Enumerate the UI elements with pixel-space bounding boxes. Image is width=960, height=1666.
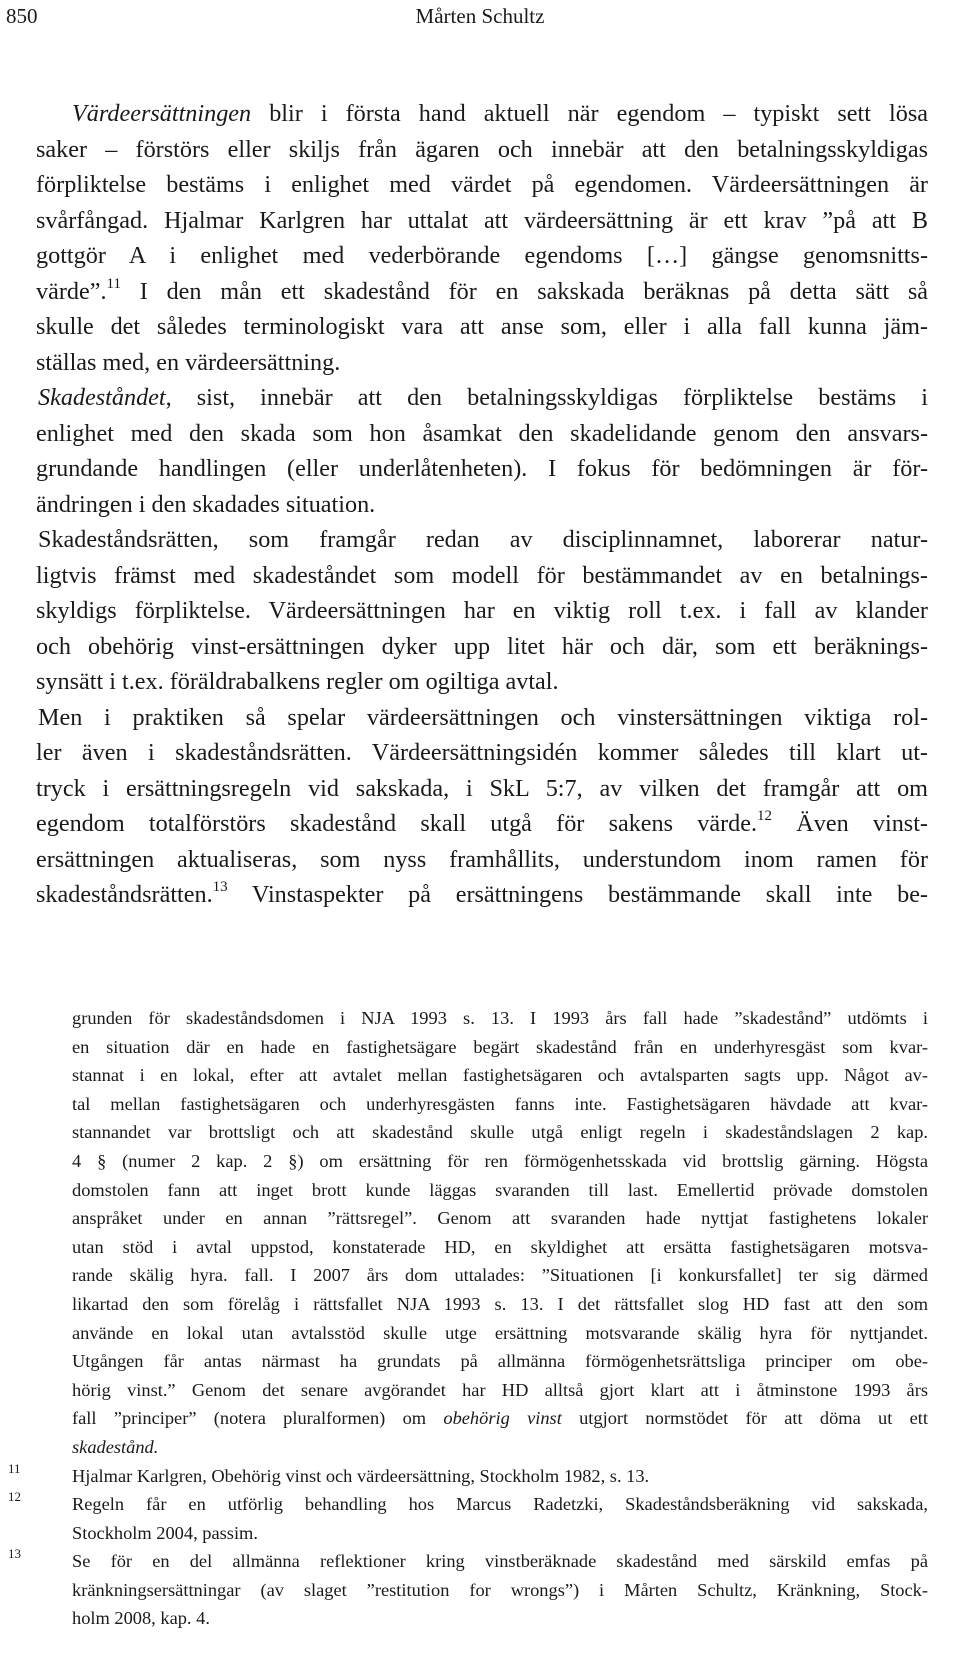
footnote-ref-13[interactable]: 13: [212, 879, 228, 895]
footnote-line: Stockholm 2004, passim.: [72, 1522, 258, 1543]
footnote-line: Se för en del allmänna reflektioner kring vinstberäknade skadestånd med särskild emfas på: [72, 1551, 928, 1572]
running-head: Mårten Schultz: [415, 4, 545, 28]
body-line: ersättningen aktualiseras, som nyss framhållits, understundom inom ramen för: [36, 845, 928, 873]
footnote-12: [8, 1489, 928, 1547]
body-line: värde”.$^{11}$ I den mån ett skadestånd för en sakskada beräknas på detta sätt så: [36, 275, 928, 305]
footnote-line: Hjalmar Karlgren, Obehörig vinst och värdeersättning, Stockholm 1982, s. 13.: [72, 1465, 650, 1486]
footnote-line: tal mellan fastighetsägaren och underhyresgästen fanns inte. Fastighetsägaren hävdade att kvar-: [72, 1093, 928, 1114]
footnote-line: holm 2008, kap. 4.: [72, 1608, 210, 1629]
body-line: Men i praktiken så spelar värdeersättningen och vinstersättningen viktiga rol-: [38, 703, 928, 731]
footnote-line: fall ”principer” (notera pluralformen) om obehörig vinst utgjort normstödet för att döma ut ett: [72, 1408, 928, 1429]
footnote-line: stannat i en lokal, efter att avtalet mellan fastighetsägaren och avtalsparten sagts upp. Något av-: [72, 1065, 928, 1086]
body-line: tryck i ersättningsregeln vid sakskada, i SkL 5:7, av vilken det framgår att om: [36, 774, 928, 802]
footnote-line: grunden för skadeståndsdomen i NJA 1993 s. 13. I 1993 års fall hade ”skadestånd” utdömts i: [72, 1008, 928, 1028]
footnote-13: [8, 1546, 928, 1633]
footnote-ref-11[interactable]: 11: [106, 275, 121, 292]
body-line: ligtvis främst med skadeståndet som modell för bestämmandet av en betalnings-: [36, 561, 928, 589]
footnote-line: kränkningsersättningar (av slaget ”restitution for wrongs”) i Mårten Schultz, Kränkning, Stock-: [72, 1579, 928, 1600]
body-line: och obehörig vinst-ersättningen dyker upp litet här och där, som ett beräknings-: [36, 632, 928, 660]
footnote-number: 11: [8, 1460, 21, 1476]
footnote-number: 12: [8, 1489, 21, 1505]
footnote-line: hörig vinst.” Genom det senare avgörandet har HD alltså gjort klart att i åtminstone 1993 års: [72, 1379, 928, 1400]
footnote-line: rande skälig hyra. fall. I 2007 års dom uttalades: ”Situationen [i konkursfallet] ter sig därmed: [72, 1265, 928, 1286]
body-line: svårfångad. Hjalmar Karlgren har uttalat att värdeersättning är ett krav ”på att B: [36, 206, 928, 234]
footnote-line: 4 § (numer 2 kap. 2 §) om ersättning för ren förmögenhetsskada vid brottslig gärning. Högsta: [72, 1150, 928, 1171]
body-line: ler även i skadeståndsrätten. Värdeersättningsidén kommer således till klart ut-: [36, 739, 928, 766]
footnote-line: skadestånd.: [72, 1436, 159, 1457]
body-line: grundande handlingen (eller underlåtenheten). I fokus för bedömningen är för-: [36, 455, 928, 482]
body-line: Skadeståndsrätten, som framgår redan av disciplinnamnet, laborerar natur-: [38, 526, 928, 553]
body-line: ändringen i den skadades situation.: [36, 490, 376, 518]
footnote-11: [8, 1460, 928, 1491]
footnotes: [8, 1004, 928, 1633]
footnote-ref-12[interactable]: 12: [757, 808, 773, 824]
page-number: 850: [6, 4, 38, 28]
body-line: förpliktelse bestäms i enlighet med värdet på egendomen. Värdeersättningen är: [36, 171, 928, 198]
footnote-line: utan stöd i avtal uppstod, konstaterade HD, en skyldighet att ersätta fastighetsägaren motsva-: [72, 1236, 928, 1257]
body-line: Värdeersättningen blir i första hand aktuell när egendom – typiskt sett lösa: [72, 100, 928, 127]
footnote-line: domstolen fann att inget brott kunde läggas svaranden till last. Emellertid prövade domstolen: [72, 1179, 928, 1200]
body-line: Skadeståndet, sist, innebär att den betalningsskyldigas förpliktelse bestäms i: [38, 384, 928, 411]
footnote-line: stannandet var brottsligt och att skadestånd skulle utgå enligt regeln i skadeståndslagen 2 kap.: [72, 1122, 928, 1143]
footnote-line: använde en lokal utan avtalsstöd skulle utge ersättning motsvarande skälig hyra för nyttjandet.: [72, 1322, 928, 1343]
footnote-number: 13: [8, 1546, 21, 1562]
page-header: [0, 2, 960, 30]
body-line: gottgör A i enlighet med vederbörande egendoms […] gängse genomsnitts-: [36, 242, 928, 269]
footnote-line: anspråket under en annan ”rättsregel”. Genom att svaranden hade nyttjat fastighetens lokaler: [72, 1208, 928, 1229]
footnote-line: en situation där en hade en fastighetsägare begärt skadestånd från en underhyresgäst som kvar-: [72, 1036, 928, 1057]
footnote-line: Regeln får en utförlig behandling hos Marcus Radetzki, Skadeståndsberäkning vid sakskada,: [72, 1494, 928, 1515]
footnote-line: likartad den som förelåg i rättsfallet NJA 1993 s. 13. I det rättsfallet slog HD fast att den som: [72, 1293, 928, 1314]
footnote-line: Utgången får antas närmast ha grundats på allmänna förmögenhetsrättsliga principer om obe-: [72, 1351, 928, 1372]
body-line: skyldigs förpliktelse. Värdeersättningen har en viktig roll t.ex. i fall av klander: [36, 597, 928, 624]
footnote-continuation: [36, 1004, 928, 1462]
body-line: enlighet med den skada som hon åsamkat den skadelidande genom den ansvars-: [36, 419, 928, 447]
body-line: saker – förstörs eller skiljs från ägaren och innebär att den betalningsskyldigas: [36, 135, 928, 163]
body-line: skadeståndsrätten.$^{13}$ Vinstaspekter på ersättningens bestämmande skall inte be-: [36, 879, 928, 908]
body-line: ställas med, en värdeersättning.: [36, 348, 341, 376]
body-line: egendom totalförstörs skadestånd skall utgå för sakens värde.$^{12}$ Även vinst-: [36, 808, 928, 837]
body-line: skulle det således terminologiskt vara att anse som, eller i alla fall kunna jäm-: [36, 313, 928, 340]
body-text: [36, 96, 928, 913]
body-line: synsätt i t.ex. föräldrabalkens regler om ogiltiga avtal.: [36, 668, 559, 695]
